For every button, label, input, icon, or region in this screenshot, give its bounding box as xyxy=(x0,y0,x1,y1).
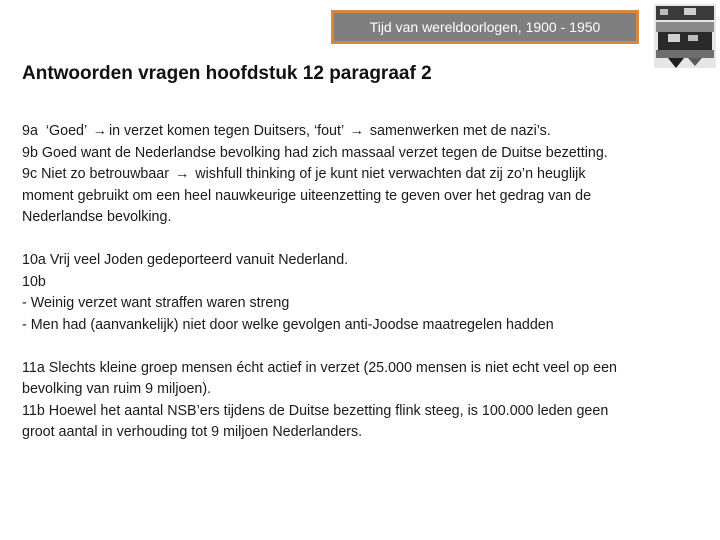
answer-11b-line1: 11b Hoewel het aantal NSB’ers tijdens de Duitse bezetting flink steeg, is 100.000 leden geen xyxy=(22,402,609,419)
spacer xyxy=(22,229,712,251)
spacer xyxy=(22,336,712,358)
arrow-right-icon: → xyxy=(349,123,364,139)
arrow-right-icon: → xyxy=(92,123,107,139)
answer-9a-part1: ‘Goed’ xyxy=(45,123,87,139)
era-banner xyxy=(331,10,639,44)
answer-9a xyxy=(22,121,712,143)
answer-11a-line1: 11a Slechts kleine groep mensen écht actief in verzet (25.000 mensen is niet echt veel op een xyxy=(22,359,618,376)
answer-9c-line1 xyxy=(22,164,712,186)
arrow-right-icon: → xyxy=(175,166,190,182)
page-title: Antwoorden vragen hoofdstuk 12 paragraaf 2 xyxy=(22,63,432,84)
answer-11b-line2: groot aantal in verhouding tot 9 miljoen Nederlanders. xyxy=(22,424,363,440)
answer-9b: 9b Goed want de Nederlandse bevolking had zich massaal verzet tegen de Duitse bezetting. xyxy=(22,144,608,161)
answer-10b: 10b xyxy=(22,273,46,290)
answer-9c-line2: moment gebruikt om een heel nauwkeurige uiteenzetting te geven over het gedrag van de xyxy=(22,187,592,204)
answer-9c-part2: wishfull thinking of je kunt niet verwachten dat zij zo’n heuglijk xyxy=(195,166,586,182)
answer-10b-item: - Men had (aanvankelijk) niet door welke gevolgen anti-Joodse maatregelen hadden xyxy=(22,316,554,333)
answer-9a-part2: in verzet komen tegen Duitsers, ‘fout’ xyxy=(108,123,344,139)
era-photo-thumbnail xyxy=(654,4,716,68)
answer-10a: 10a Vrij veel Joden gedeporteerd vanuit Nederland. xyxy=(22,252,349,268)
answer-11a-line2: bevolking van ruim 9 miljoen). xyxy=(22,381,212,397)
answer-10b-item: - Weinig verzet want straffen waren streng xyxy=(22,295,290,311)
answer-9c-part1: 9c Niet zo betrouwbaar xyxy=(22,166,170,182)
answer-9a-label: 9a xyxy=(22,123,38,139)
answer-9a-part3: samenwerken met de nazi’s. xyxy=(369,123,551,139)
answers-body xyxy=(22,121,712,444)
answer-9c-line3: Nederlandse bevolking. xyxy=(22,209,172,225)
era-banner-label: Tijd van wereldoorlogen, 1900 - 1950 xyxy=(369,19,601,35)
